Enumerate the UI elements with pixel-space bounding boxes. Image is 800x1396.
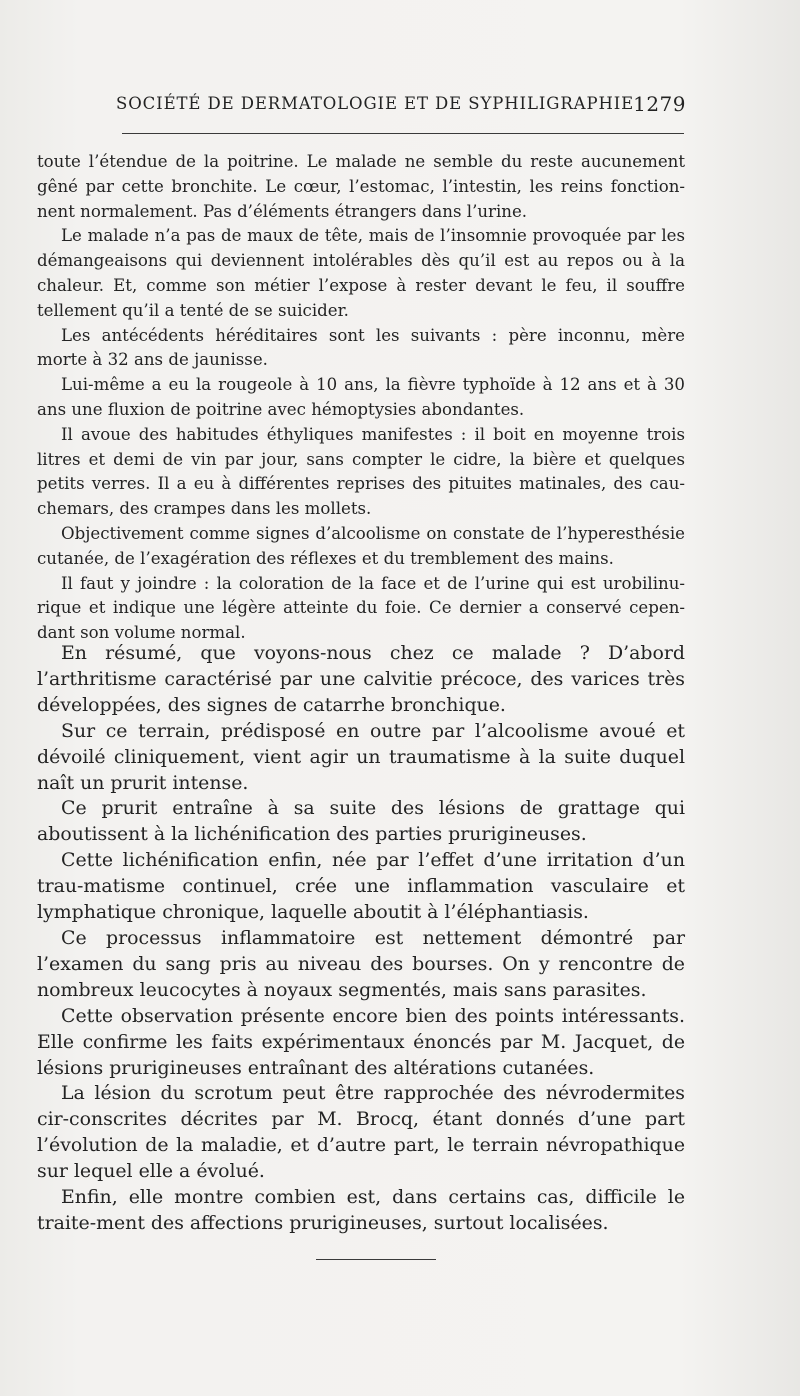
running-title: SOCIÉTÉ DE DERMATOLOGIE ET DE SYPHILIGRAPHIE <box>116 94 635 113</box>
summary-paragraph: Ce prurit entraîne à sa suite des lésions de grattage qui aboutissent à la lichénification des parties prurigineuses. <box>37 797 685 846</box>
observation-paragraph: Lui-même a eu la rougeole à 10 ans, la fièvre typhoïde à 12 ans et à 30 ans une fluxion de poitrine avec hémoptysies abondantes. <box>37 375 685 419</box>
observation-paragraph: toute l’étendue de la poitrine. Le malade ne semble du reste aucunement gêné par cette bronchite. Le cœur, l’estomac, l’intestin, les reins fonction-nent normalement. Pas d’éléments étrangers dans l’urine. <box>37 152 685 221</box>
observation-paragraph: Il avoue des habitudes éthyliques manifestes : il boit en moyenne trois litres et demi de vin par jour, sans compter le cidre, la bière et quelques petits verres. Il a eu à différentes reprises des pituites matinales, des cau-chemars, des crampes dans les mollets. <box>37 424 685 519</box>
page-header <box>116 92 686 120</box>
case-summary <box>37 641 685 1237</box>
page-number: 1279 <box>633 92 686 116</box>
summary-paragraph: Sur ce terrain, prédisposé en outre par l’alcoolisme avoué et dévoilé cliniquement, vient agir un traumatisme à la suite duquel naît un prurit intense. <box>37 719 685 794</box>
case-observation <box>37 150 685 646</box>
summary-paragraph: Ce processus inflammatoire est nettement démontré par l’examen du sang pris au niveau des bourses. On y rencontre de nombreux leucocytes à noyaux segmentés, mais sans parasites. <box>37 926 685 1001</box>
summary-paragraph: Cette observation présente encore bien des points intéressants. Elle confirme les faits expérimentaux énoncés par M. Jacquet, de lésions prurigineuses entraînant des altérations cutanées. <box>37 1004 685 1079</box>
summary-paragraph: Enfin, elle montre combien est, dans certains cas, difficile le traite-ment des affections prurigineuses, surtout localisées. <box>37 1186 685 1234</box>
observation-paragraph: Les antécédents héréditaires sont les suivants : père inconnu, mère morte à 32 ans de jaunisse. <box>37 325 685 370</box>
summary-paragraph: Cette lichénification enfin, née par l’effet d’une irritation d’un trau-matisme continuel, crée une inflammation vasculaire et lymphatique chronique, laquelle aboutit à l’éléphantiasis. <box>37 849 685 924</box>
observation-paragraph: Il faut y joindre : la coloration de la face et de l’urine qui est urobilinu-rique et indique une légère atteinte du foie. Ce dernier a conservé cepen-dant son volume normal. <box>37 573 685 643</box>
end-rule <box>316 1259 436 1260</box>
summary-paragraph: La lésion du scrotum peut être rapprochée des névrodermites cir-conscrites décrites par M. Brocq, étant donnés d’une part l’évolution de la maladie, et d’autre part, le terrain névropathique sur lequel elle a évolué. <box>37 1082 685 1183</box>
summary-paragraph: En résumé, que voyons-nous chez ce malade ? D’abord l’arthritisme caractérisé par une calvitie précoce, des varices très développées, des signes de catarrhe bronchique. <box>37 642 685 716</box>
header-rule <box>122 133 684 134</box>
observation-paragraph: Objectivement comme signes d’alcoolisme on constate de l’hyperesthésie cutanée, de l’exagération des réflexes et du tremblement des mains. <box>37 523 685 568</box>
observation-paragraph: Le malade n’a pas de maux de tête, mais de l’insomnie provoquée par les démangeaisons qui deviennent intolérables dès qu’il est au repos ou à la chaleur. Et, comme son métier l’expose à rester devant le feu, il souffre tellement qu’il a tenté de se suicider. <box>37 226 685 320</box>
